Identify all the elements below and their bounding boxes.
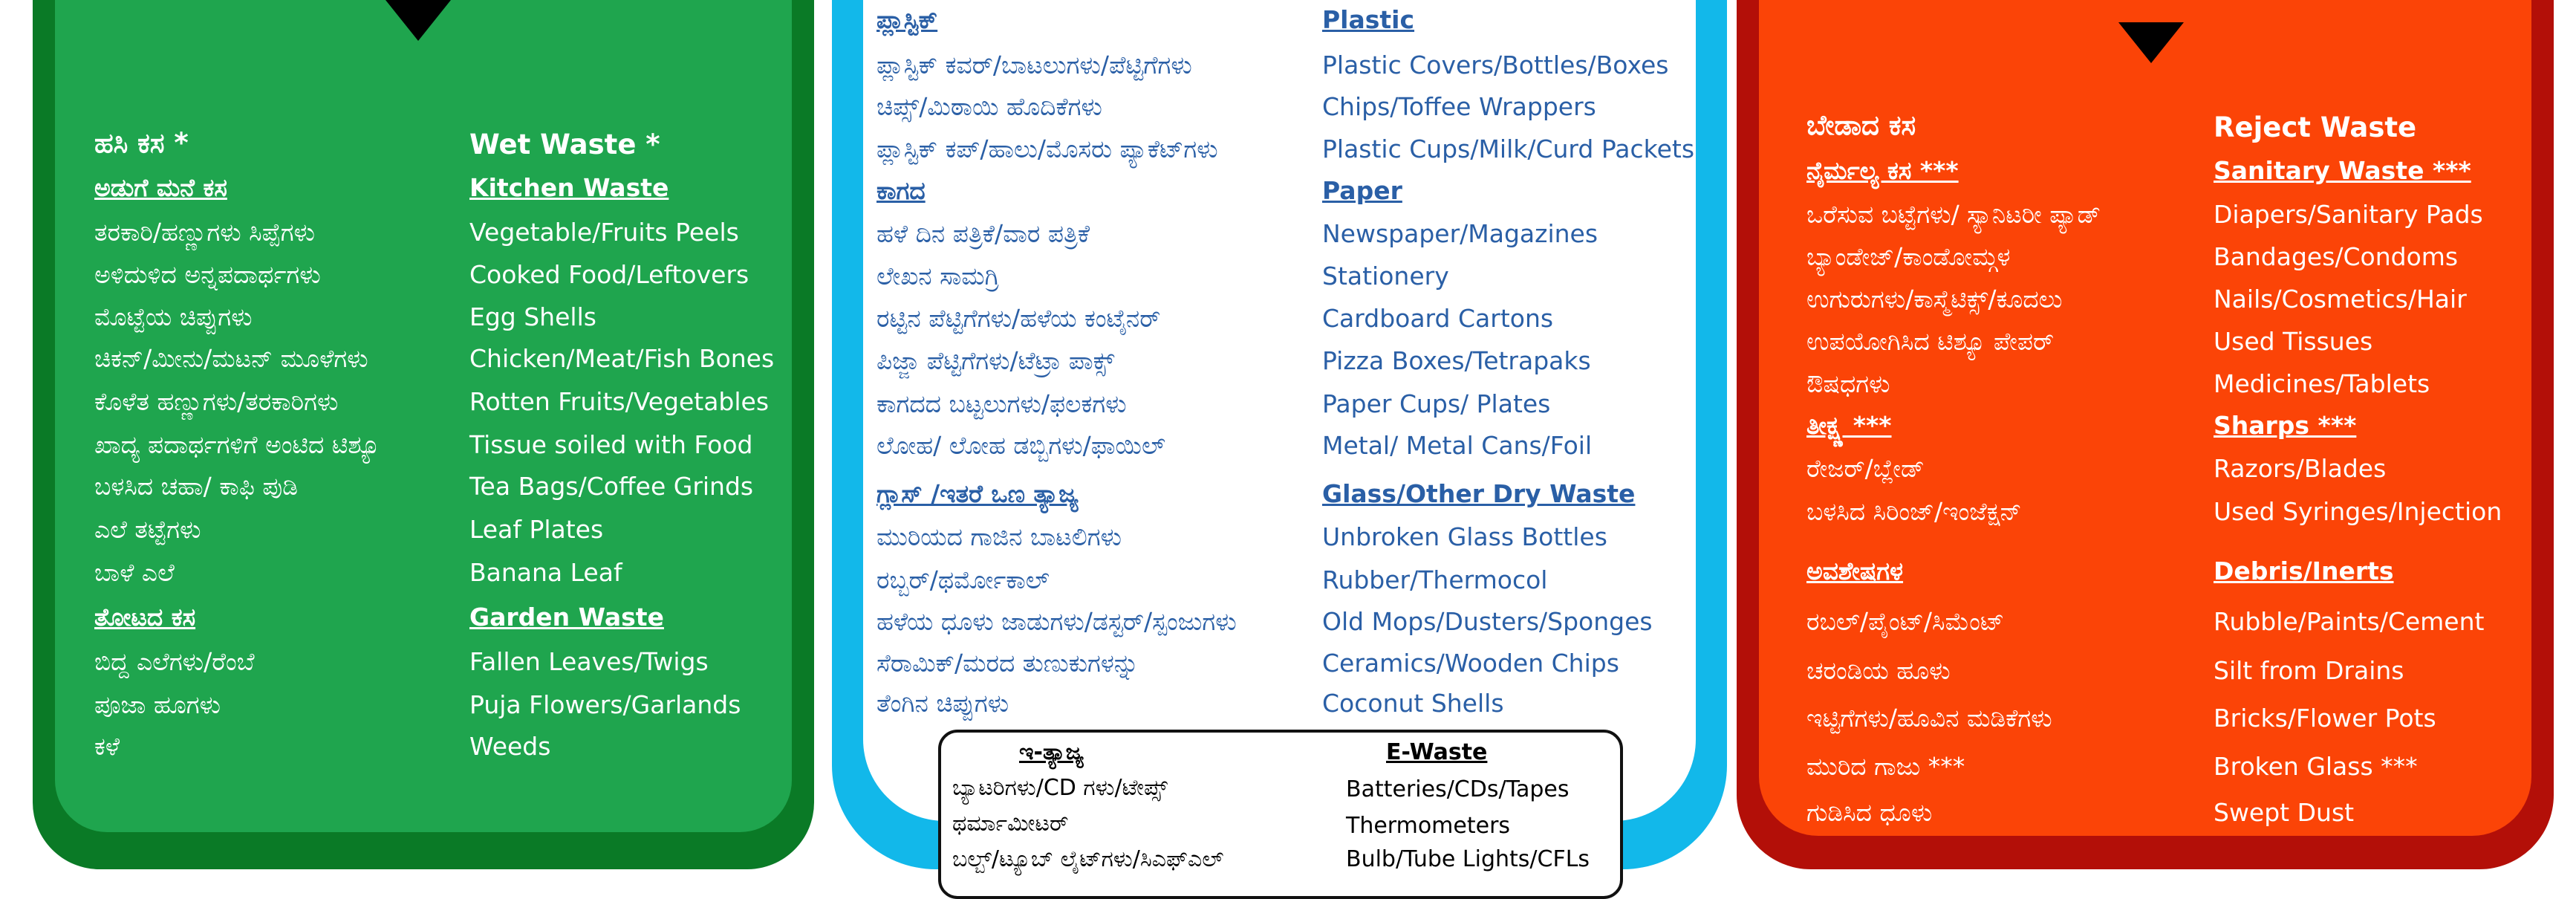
list-item: Plastic Covers/Bottles/Boxes [1322,51,1669,79]
list-item: Razors/Blades [2214,454,2387,483]
list-item: Tea Bags/Coffee Grinds [469,472,754,501]
plastic-heading-kn: ಪ್ಲಾಸ್ಟಿಕ್ [876,5,938,34]
list-item: Newspaper/Magazines [1322,219,1598,248]
list-item: ಬ್ಯಾಂಡೇಜ್/ಕಾಂಡೋಮ್ಗಳ [1806,242,2011,271]
list-item: ಬ್ಯಾಟರಿಗಳು/CD ಗಳು/ಟೇಪ್ಸ್ [952,775,1168,801]
list-item: ಕೊಳೆತ ಹಣ್ಣುಗಳು/ತರಕಾರಿಗಳು [94,387,339,416]
list-item: ರಟ್ಟಿನ ಪೆಟ್ಟಿಗೆಗಳು/ಹಳೆಯ ಕಂಟೈನರ್ [876,304,1161,333]
list-item: Stationery [1322,262,1449,291]
list-item: ಪ್ಲಾಸ್ಟಿಕ್ ಕಪ್/ಹಾಲು/ಮೊಸರು ಪ್ಯಾಕೆಟ್‌ಗಳು [876,134,1218,163]
list-item: Batteries/CDs/Tapes [1346,776,1570,802]
list-item: ಹಳೆ ದಿನ ಪತ್ರಿಕೆ/ವಾರ ಪತ್ರಿಕೆ [876,219,1090,248]
list-item: ರಬ್ಬರ್/ಥರ್ಮೋಕಾಲ್ [876,565,1050,594]
list-item: ಅಳಿದುಳಿದ ಅನ್ನಪದಾರ್ಥಗಳು [94,260,321,289]
reject-title-kn: ಬೇಡಾದ ಕಸ [1806,109,1916,141]
list-item: Used Tissues [2214,327,2373,356]
list-item: ಮುರಿಯದ ಗಾಜಿನ ಬಾಟಲಿಗಳು [876,522,1122,551]
list-item: ಪ್ಲಾಸ್ಟಿಕ್ ಕವರ್/ಬಾಟಲುಗಳು/ಪೆಟ್ಟಿಗೆಗಳು [876,51,1192,79]
list-item: ಚಿಕನ್/ಮೀನು/ಮಟನ್ ಮೂಳೆಗಳು [94,344,368,373]
wet-title-kn: ಹಸಿ ಕಸ * [94,127,189,159]
list-item: Leaf Plates [469,515,604,544]
list-item: Medicines/Tablets [2214,369,2430,398]
paper-heading-en: Paper [1322,176,1402,205]
list-item: Rotten Fruits/Vegetables [469,387,770,416]
list-item: Bulb/Tube Lights/CFLs [1346,846,1590,872]
ewaste-heading-kn: ಇ-ತ್ಯಾಜ್ಯ [1019,739,1084,765]
list-item: Paper Cups/ Plates [1322,389,1551,418]
list-item: ಬಳಸಿದ ಸಿರಿಂಜ್/ಇಂಜೆಕ್ಷನ್ [1806,497,2022,526]
list-item: ಎಲೆ ತಟ್ಟೆಗಳು [94,515,201,544]
list-item: Diapers/Sanitary Pads [2214,200,2483,229]
list-item: Vegetable/Fruits Peels [469,218,739,247]
list-item: Coconut Shells [1322,689,1504,718]
list-item: ರೇಜರ್/ಬ್ಲೇಡ್ [1806,454,1925,483]
garden-heading-kn: ತೋಟದ ಕಸ [94,603,196,632]
list-item: ಇಟ್ಟಿಗೆಗಳು/ಹೂವಿನ ಮಡಿಕೆಗಳು [1806,704,2052,733]
list-item: Thermometers [1346,813,1511,839]
down-triangle-icon [386,0,451,41]
list-item: Fallen Leaves/Twigs [469,647,709,676]
list-item: ಉಪಯೋಗಿಸಿದ ಟಿಶ್ಯೂ ಪೇಪರ್ [1806,327,2055,356]
list-item: ಸೆರಾಮಿಕ್/ಮರದ ತುಣುಕುಗಳನ್ನು [876,649,1139,678]
list-item: Bandages/Condoms [2214,242,2459,271]
list-item: Egg Shells [469,302,596,331]
list-item: Nails/Cosmetics/Hair [2214,285,2467,314]
sanitary-heading-en: Sanitary Waste *** [2214,156,2471,185]
list-item: Used Syringes/Injection [2214,497,2502,526]
debris-heading-en: Debris/Inerts [2214,556,2394,585]
list-item: Plastic Cups/Milk/Curd Packets [1322,134,1695,163]
list-item: ಚರಂಡಿಯ ಹೂಳು [1806,656,1951,685]
wet-title-en: Wet Waste * [469,129,660,160]
list-item: ಚಿಪ್ಸ್/ಮಿಠಾಯಿ ಹೊದಿಕೆಗಳು [876,92,1102,121]
list-item: Cooked Food/Leftovers [469,260,749,289]
glass-heading-en: Glass/Other Dry Waste [1322,479,1636,508]
list-item: ಗುಡಿಸಿದ ಧೂಳು [1806,798,1933,827]
list-item: Rubble/Paints/Cement [2214,607,2485,636]
sharps-heading-kn: ತೀಕ್ಷ್ಣ *** [1806,411,1892,440]
list-item: Bricks/Flower Pots [2214,704,2436,733]
list-item: Tissue soiled with Food [469,430,753,459]
paper-heading-kn: ಕಾಗದ [876,176,926,205]
list-item: ಔಷಧಗಳು [1806,369,1890,398]
list-item: ಹಳೆಯ ಧೂಳು ಜಾಡುಗಳು/ಡಸ್ಟರ್/ಸ್ಪಂಜುಗಳು [876,607,1237,636]
list-item: Cardboard Cartons [1322,304,1554,333]
garden-heading-en: Garden Waste [469,603,664,632]
list-item: Puja Flowers/Garlands [469,690,741,719]
sanitary-heading-kn: ನೈರ್ಮಲ್ಯ ಕಸ *** [1806,156,1959,185]
list-item: Pizza Boxes/Tetrapaks [1322,346,1591,375]
list-item: ರಬಲ್/ಪೈಂಟ್/ಸಿಮೆಂಟ್ [1806,607,2005,636]
ewaste-heading-en: E-Waste [1386,739,1488,765]
list-item: Old Mops/Dusters/Sponges [1322,607,1653,636]
list-item: ಮುರಿದ ಗಾಜು *** [1806,752,1965,781]
list-item: ಬಳಸಿದ ಚಹಾ/ ಕಾಫಿ ಪುಡಿ [94,472,299,501]
list-item: ಲೇಖನ ಸಾಮಗ್ರಿ [876,262,1000,291]
list-item: Metal/ Metal Cans/Foil [1322,431,1593,460]
list-item: Chicken/Meat/Fish Bones [469,344,775,373]
glass-heading-kn: ಗ್ಲಾಸ್ /ಇತರೆ ಒಣ ತ್ಯಾಜ್ಯ [876,479,1079,508]
list-item: Weeds [469,732,551,761]
list-item: ಲೋಹ/ ಲೋಹ ಡಬ್ಬಿಗಳು/ಫಾಯಿಲ್ [876,431,1166,460]
list-item: ಬಲ್ಬ್/ಟ್ಯೂಬ್ ಲೈಟ್‌ಗಳು/ಸಿಎಫ್‌ಎಲ್ [952,846,1224,872]
list-item: ಖಾದ್ಯ ಪದಾರ್ಥಗಳಿಗೆ ಅಂಟಿದ ಟಿಶ್ಯೂ [94,430,381,459]
list-item: ತರಕಾರಿ/ಹಣ್ಣುಗಳು ಸಿಪ್ಪೆಗಳು [94,218,315,247]
list-item: ಕಾಗದದ ಬಟ್ಟಲುಗಳು/ಫಲಕಗಳು [876,389,1127,418]
list-item: Chips/Toffee Wrappers [1322,92,1596,121]
kitchen-heading-kn: ಅಡುಗೆ ಮನೆ ಕಸ [94,173,227,202]
list-item: ಬಾಳೆ ಎಲೆ [94,558,175,587]
list-item: Rubber/Thermocol [1322,565,1548,594]
list-item: Banana Leaf [469,558,622,587]
list-item: Silt from Drains [2214,656,2404,685]
list-item: Swept Dust [2214,798,2355,827]
list-item: ಉಗುರುಗಳು/ಕಾಸ್ಮೆಟಿಕ್ಸ್/ಕೂದಲು [1806,285,2063,314]
kitchen-heading-en: Kitchen Waste [469,173,669,202]
list-item: ಥರ್ಮಾಮೀಟರ್ [952,811,1069,837]
list-item: ತೆಂಗಿನ ಚಿಪ್ಪುಗಳು [876,689,1009,718]
list-item: ಒರೆಸುವ ಬಟ್ಟೆಗಳು/ ಸ್ಯಾನಿಟರೀ ಪ್ಯಾಡ್ [1806,200,2101,229]
list-item: Unbroken Glass Bottles [1322,522,1607,551]
sharps-heading-en: Sharps *** [2214,411,2357,440]
list-item: ಮೊಟ್ಟೆಯ ಚಿಪ್ಪುಗಳು [94,302,253,331]
list-item: ಬಿದ್ದ ಎಲೆಗಳು/ರೆಂಬೆ [94,647,255,676]
list-item: ಪಿಜ್ಜಾ ಪೆಟ್ಟಿಗೆಗಳು/ಟೆಟ್ರಾ ಪಾಕ್ಸ್ [876,346,1115,375]
list-item: ಕಳೆ [94,732,120,761]
list-item: Broken Glass *** [2214,752,2418,781]
list-item: ಪೂಜಾ ಹೂಗಳು [94,690,221,719]
down-triangle-icon [2118,22,2184,63]
debris-heading-kn: ಅವಶೇಷಗಳ [1806,556,1904,585]
plastic-heading-en: Plastic [1322,5,1415,34]
reject-title-en: Reject Waste [2214,111,2417,143]
list-item: Ceramics/Wooden Chips [1322,649,1619,678]
